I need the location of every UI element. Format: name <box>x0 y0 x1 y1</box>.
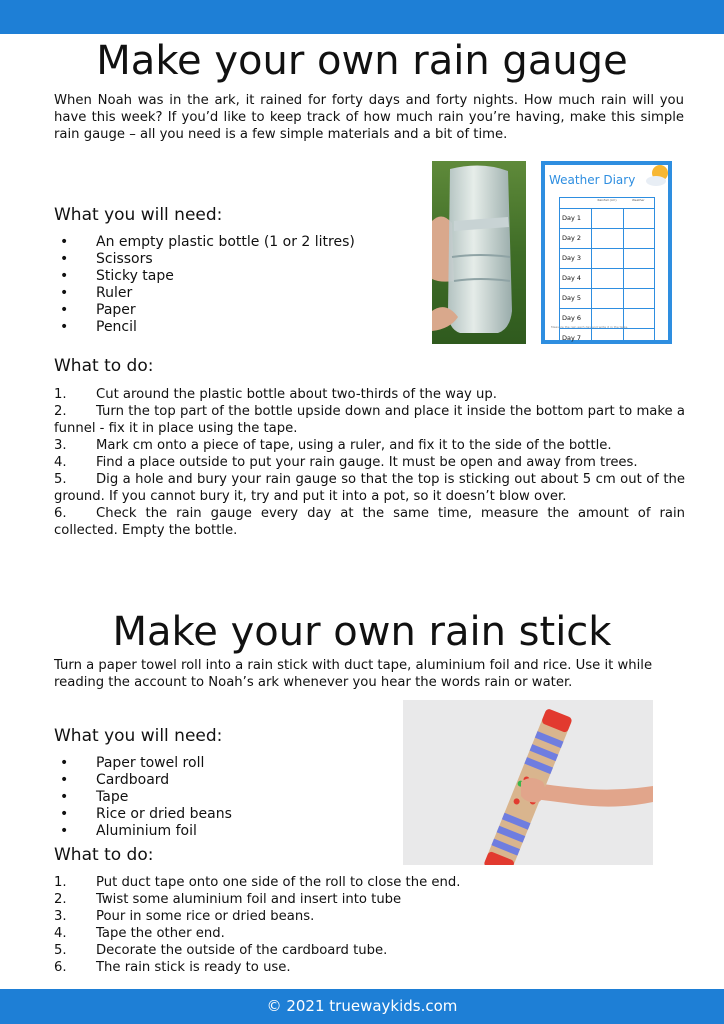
list-item: • Tape <box>54 789 374 806</box>
diary-weather-cell <box>624 249 654 268</box>
step-number: 2. <box>54 892 67 907</box>
step-item <box>54 874 685 891</box>
sun-icon <box>642 161 672 191</box>
stick-need-list <box>54 755 374 840</box>
step-number: 5. <box>54 943 67 958</box>
list-item: • Rice or dried beans <box>54 806 374 823</box>
list-item: • Paper <box>54 302 424 319</box>
diary-day-label: Day 4 <box>560 269 592 288</box>
diary-weather-cell <box>624 209 654 228</box>
diary-rain-cell <box>592 329 624 344</box>
step-text: Tape the other end. <box>96 926 225 941</box>
stick-steps-list <box>54 874 685 976</box>
footer-copyright: © 2021 truewaykids.com <box>266 997 458 1015</box>
step-item <box>54 908 685 925</box>
diary-rain-cell <box>592 229 624 248</box>
step-text: Cut around the plastic bottle about two-thirds of the way up. <box>96 387 497 402</box>
stick-title: Make your own rain stick <box>112 609 612 655</box>
step-text: Mark cm onto a piece of tape, using a ruler, and fix it to the side of the bottle. <box>96 438 612 453</box>
diary-rain-cell <box>592 289 624 308</box>
diary-day-label: Day 5 <box>560 289 592 308</box>
weather-diary-note: Measure the rain each day and write it in the table. <box>551 325 629 329</box>
list-item: • Pencil <box>54 319 424 336</box>
diary-day-label: Day 1 <box>560 209 592 228</box>
footer <box>0 989 724 1024</box>
stick-do-heading: What to do: <box>54 845 154 865</box>
weather-diary-image <box>541 161 672 344</box>
diary-rain-cell <box>592 269 624 288</box>
top-bar <box>0 0 724 34</box>
gauge-steps-list <box>54 386 685 539</box>
step-number: 1. <box>54 387 67 402</box>
step-number: 1. <box>54 875 67 890</box>
list-item: • Aluminium foil <box>54 823 374 840</box>
list-item: • Ruler <box>54 285 424 302</box>
step-item <box>54 959 685 976</box>
diary-row <box>559 329 655 344</box>
gauge-need-list <box>54 234 424 336</box>
step-text: Put duct tape onto one side of the roll to close the end. <box>96 875 461 890</box>
step-item <box>54 454 685 471</box>
weather-diary-title: Weather Diary <box>549 173 636 187</box>
diary-rain-cell <box>592 249 624 268</box>
diary-weather-cell <box>624 289 654 308</box>
weather-diary-table <box>559 197 655 344</box>
step-number: 5. <box>54 472 67 487</box>
gauge-title: Make your own rain gauge <box>96 38 628 84</box>
gauge-do-heading: What to do: <box>54 356 154 376</box>
step-number: 3. <box>54 909 67 924</box>
stick-need-heading: What you will need: <box>54 726 223 746</box>
diary-day-label: Day 3 <box>560 249 592 268</box>
step-text: Turn the top part of the bottle upside down and place it inside the bottom part to make a funnel - fix it in place using the tape. <box>54 404 685 436</box>
step-item <box>54 925 685 942</box>
step-item <box>54 471 685 505</box>
step-text: The rain stick is ready to use. <box>96 960 291 975</box>
diary-row <box>559 208 655 229</box>
diary-col-rainfall: Rainfall (cm) <box>597 198 617 202</box>
diary-row <box>559 229 655 249</box>
step-number: 4. <box>54 926 67 941</box>
diary-day-label: Day 6 <box>560 309 592 328</box>
step-item <box>54 437 685 454</box>
step-item <box>54 942 685 959</box>
gauge-need-heading: What you will need: <box>54 205 223 225</box>
diary-day-label: Day 7 <box>560 329 592 344</box>
list-item: • Paper towel roll <box>54 755 374 772</box>
diary-row <box>559 269 655 289</box>
list-item: • Cardboard <box>54 772 374 789</box>
step-number: 6. <box>54 506 67 521</box>
step-number: 4. <box>54 455 67 470</box>
diary-col-weather: Weather <box>632 198 645 202</box>
step-item <box>54 386 685 403</box>
gauge-intro: When Noah was in the ark, it rained for forty days and forty nights. How much rain will you have this week? If you’d like to keep track of how much rain you’re having, make this simple rain gauge – all you need is a few simple materials and a bit of time. <box>54 93 684 142</box>
list-item: • Scissors <box>54 251 424 268</box>
diary-weather-cell <box>624 229 654 248</box>
diary-row <box>559 249 655 269</box>
diary-rain-cell <box>592 209 624 228</box>
step-number: 3. <box>54 438 67 453</box>
diary-header-blank <box>560 198 591 208</box>
step-number: 2. <box>54 404 67 419</box>
step-item <box>54 505 685 539</box>
weather-diary-card <box>545 165 668 340</box>
step-text: Pour in some rice or dried beans. <box>96 909 315 924</box>
list-item: • An empty plastic bottle (1 or 2 litres) <box>54 234 424 251</box>
step-item <box>54 891 685 908</box>
rain-stick-photo <box>403 700 653 865</box>
step-text: Decorate the outside of the cardboard tube. <box>96 943 388 958</box>
step-text: Dig a hole and bury your rain gauge so that the top is sticking out about 5 cm out of the ground. If you cannot bury it, try and put it into a pot, so it doesn’t blow over. <box>54 472 685 504</box>
diary-weather-cell <box>624 329 654 344</box>
diary-weather-cell <box>624 269 654 288</box>
diary-row <box>559 289 655 309</box>
step-text: Check the rain gauge every day at the same time, measure the amount of rain collected. Empty the bottle. <box>54 506 685 538</box>
step-item <box>54 403 685 437</box>
diary-day-label: Day 2 <box>560 229 592 248</box>
list-item: • Sticky tape <box>54 268 424 285</box>
step-text: Twist some aluminium foil and insert into tube <box>96 892 402 907</box>
stick-intro: Turn a paper towel roll into a rain stick with duct tape, aluminium foil and rice. Use it while reading the account to Noah’s ark whenever you hear the words rain or water. <box>54 658 653 690</box>
bottle-photo <box>432 161 526 344</box>
diary-header-row <box>559 197 655 208</box>
step-number: 6. <box>54 960 67 975</box>
step-text: Find a place outside to put your rain gauge. It must be open and away from trees. <box>96 455 638 470</box>
